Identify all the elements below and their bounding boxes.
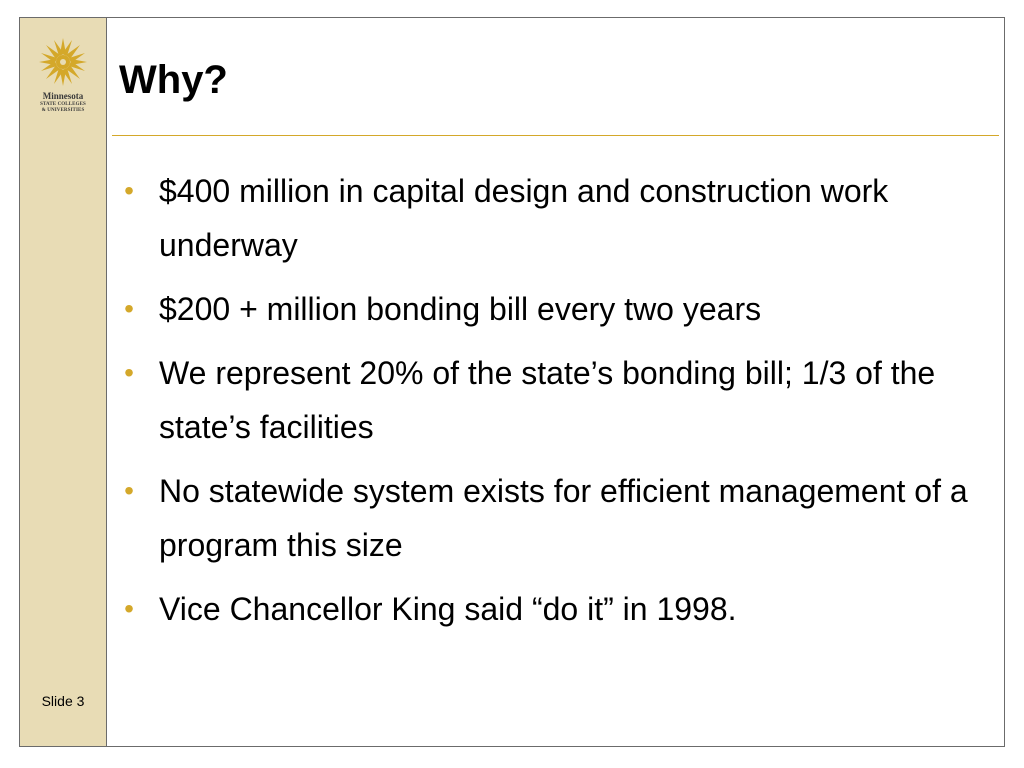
bullet-item <box>116 464 982 572</box>
title-divider <box>112 135 999 136</box>
bullet-text: $200 + million bonding bill every two years <box>159 291 762 327</box>
logo <box>29 36 97 120</box>
bullet-icon: • <box>124 357 134 388</box>
bullet-icon: • <box>124 593 134 624</box>
logo-subtitle-line1: STATE COLLEGES <box>40 102 86 107</box>
bullet-icon: • <box>124 293 134 324</box>
bullet-list <box>116 164 982 646</box>
bullet-item <box>116 282 982 336</box>
bullet-text: Vice Chancellor King said “do it” in 1998. <box>159 591 737 627</box>
sidebar <box>20 18 107 746</box>
bullet-text: We represent 20% of the state’s bonding bill; 1/3 of the state’s facilities <box>159 355 936 445</box>
logo-name: Minnesota <box>42 91 84 101</box>
slide-frame <box>19 17 1005 747</box>
bullet-icon: • <box>124 475 134 506</box>
slide-title: Why? <box>119 58 228 102</box>
bullet-text: No statewide system exists for efficient management of a program this size <box>159 473 968 563</box>
logo-subtitle-line2: & UNIVERSITIES <box>41 108 85 113</box>
bullet-item <box>116 582 982 636</box>
starburst-icon <box>36 36 90 88</box>
bullet-icon: • <box>124 175 134 206</box>
bullet-item <box>116 346 982 454</box>
bullet-item <box>116 164 982 272</box>
bullet-text: $400 million in capital design and construction work underway <box>159 173 889 263</box>
slide-number: Slide 3 <box>41 693 85 709</box>
